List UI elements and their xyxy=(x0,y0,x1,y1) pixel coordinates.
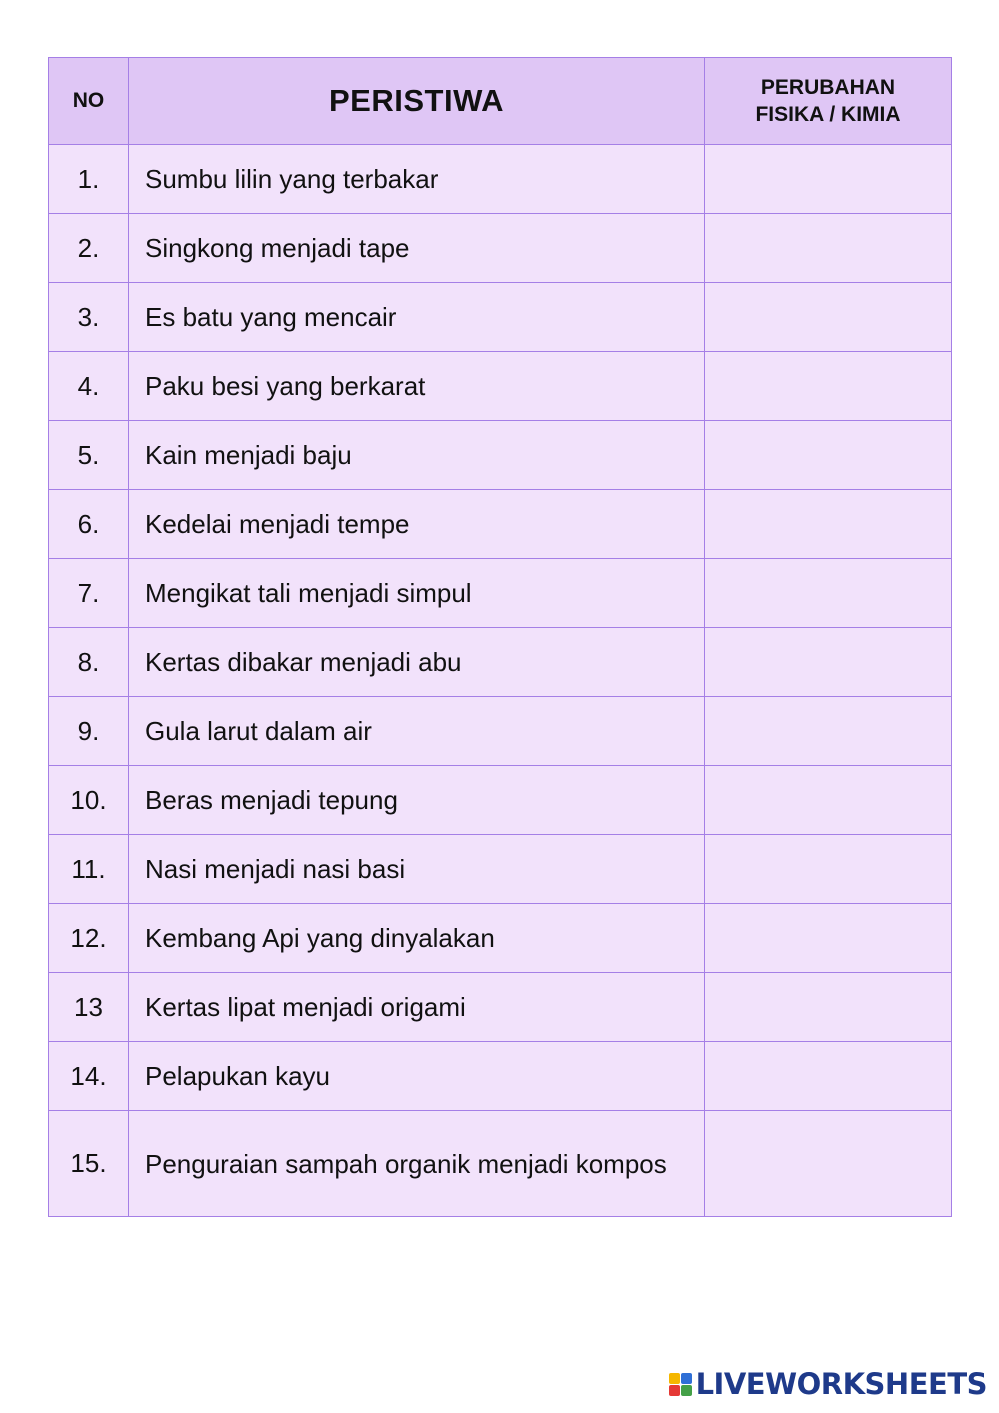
row-number: 1. xyxy=(49,145,129,214)
table-row xyxy=(49,352,952,421)
answer-input-cell[interactable] xyxy=(705,421,952,490)
table-row xyxy=(49,835,952,904)
table-row xyxy=(49,421,952,490)
row-event-text: Gula larut dalam air xyxy=(145,716,372,746)
answer-input-cell[interactable] xyxy=(705,835,952,904)
liveworksheets-logo xyxy=(669,1367,987,1401)
answer-input-cell[interactable] xyxy=(705,697,952,766)
table-row xyxy=(49,1042,952,1111)
row-event-cell xyxy=(129,766,705,835)
row-event-cell xyxy=(129,904,705,973)
row-number: 6. xyxy=(49,490,129,559)
answer-input-cell[interactable] xyxy=(705,766,952,835)
liveworksheets-logo-icon xyxy=(669,1373,692,1396)
row-event-text: Penguraian sampah organik menjadi kompos xyxy=(145,1148,667,1179)
row-event-cell xyxy=(129,1111,705,1217)
row-event-text: Nasi menjadi nasi basi xyxy=(145,854,406,884)
header-event: PERISTIWA xyxy=(129,58,705,145)
row-number: 12. xyxy=(49,904,129,973)
table-row xyxy=(49,1111,952,1217)
row-number: 13 xyxy=(49,973,129,1042)
logo-text: LIVEWORKSHEETS xyxy=(695,1367,987,1401)
row-event-text: Paku besi yang berkarat xyxy=(145,371,426,401)
row-event-text: Kertas lipat menjadi origami xyxy=(145,992,466,1022)
row-event-text: Sumbu lilin yang terbakar xyxy=(145,164,439,194)
row-event-cell xyxy=(129,283,705,352)
row-event-cell xyxy=(129,490,705,559)
row-number: 15. xyxy=(49,1111,129,1217)
row-event-text: Kedelai menjadi tempe xyxy=(145,509,410,539)
row-event-text: Beras menjadi tepung xyxy=(145,785,398,815)
table-row xyxy=(49,904,952,973)
row-number: 8. xyxy=(49,628,129,697)
row-event-text: Es batu yang mencair xyxy=(145,302,397,332)
table-row xyxy=(49,559,952,628)
answer-input-cell[interactable] xyxy=(705,628,952,697)
table-row xyxy=(49,490,952,559)
header-no: NO xyxy=(49,58,129,145)
answer-input-cell[interactable] xyxy=(705,490,952,559)
table-body xyxy=(49,145,952,1217)
table-row xyxy=(49,628,952,697)
row-event-text: Kembang Api yang dinyalakan xyxy=(145,923,495,953)
row-event-cell xyxy=(129,421,705,490)
header-answer-line1: PERUBAHAN xyxy=(760,76,896,99)
header-answer-line2: FISIKA / KIMIA xyxy=(755,103,901,126)
row-event-text: Kertas dibakar menjadi abu xyxy=(145,647,462,677)
row-event-text: Mengikat tali menjadi simpul xyxy=(145,578,472,608)
row-event-cell xyxy=(129,145,705,214)
row-event-text: Singkong menjadi tape xyxy=(145,233,410,263)
row-event-cell xyxy=(129,697,705,766)
answer-input-cell[interactable] xyxy=(705,214,952,283)
answer-input-cell[interactable] xyxy=(705,352,952,421)
header-row xyxy=(49,58,952,145)
row-number: 7. xyxy=(49,559,129,628)
row-number: 11. xyxy=(49,835,129,904)
answer-input-cell[interactable] xyxy=(705,973,952,1042)
row-event-cell xyxy=(129,628,705,697)
table-row xyxy=(49,973,952,1042)
row-number: 5. xyxy=(49,421,129,490)
answer-input-cell[interactable] xyxy=(705,559,952,628)
answer-input-cell[interactable] xyxy=(705,904,952,973)
row-number: 14. xyxy=(49,1042,129,1111)
row-number: 9. xyxy=(49,697,129,766)
table-row xyxy=(49,697,952,766)
row-event-cell xyxy=(129,1042,705,1111)
table-row xyxy=(49,766,952,835)
answer-input-cell[interactable] xyxy=(705,1042,952,1111)
row-number: 2. xyxy=(49,214,129,283)
row-event-cell xyxy=(129,559,705,628)
row-event-cell xyxy=(129,973,705,1042)
table-row xyxy=(49,145,952,214)
row-event-cell xyxy=(129,835,705,904)
table-row xyxy=(49,283,952,352)
table-row xyxy=(49,214,952,283)
row-number: 3. xyxy=(49,283,129,352)
answer-input-cell[interactable] xyxy=(705,283,952,352)
row-number: 10. xyxy=(49,766,129,835)
answer-input-cell[interactable] xyxy=(705,145,952,214)
row-event-text: Pelapukan kayu xyxy=(145,1061,331,1091)
row-event-cell xyxy=(129,214,705,283)
worksheet-table xyxy=(48,57,952,1217)
answer-input-cell[interactable] xyxy=(705,1111,952,1217)
header-answer xyxy=(705,58,952,145)
row-event-cell xyxy=(129,352,705,421)
row-event-text: Kain menjadi baju xyxy=(145,440,352,470)
row-number: 4. xyxy=(49,352,129,421)
